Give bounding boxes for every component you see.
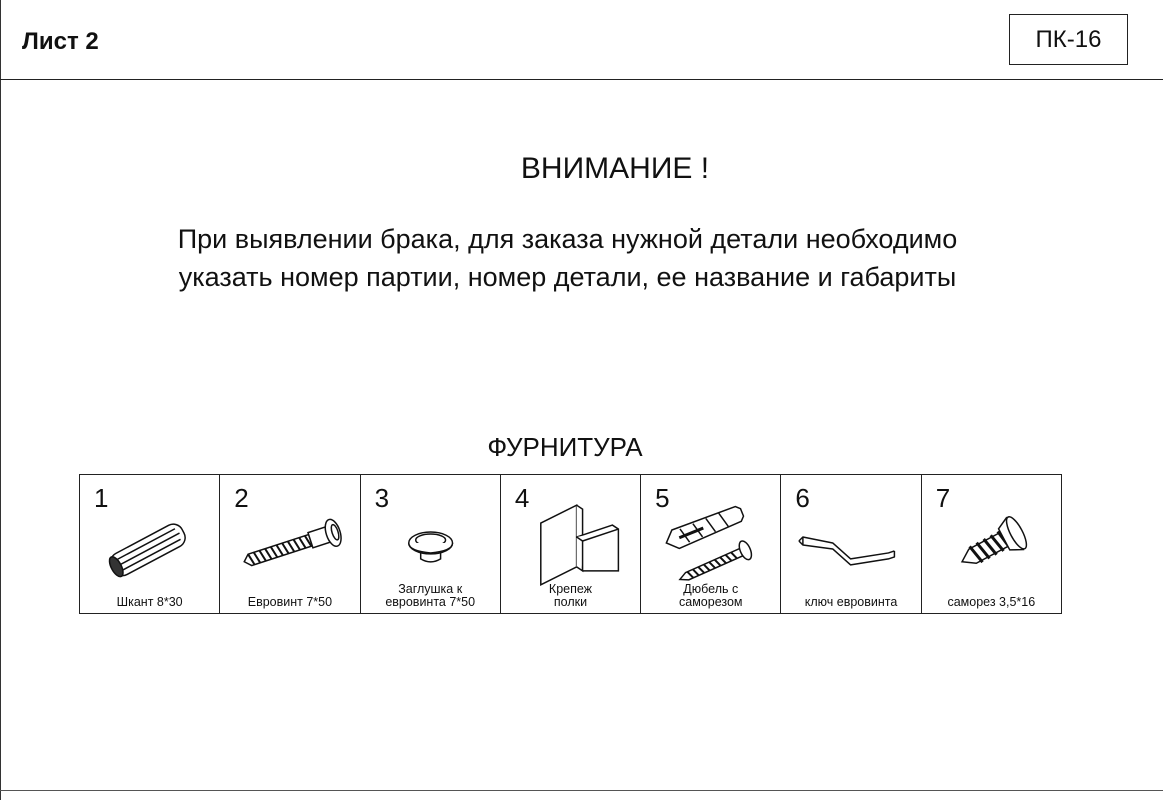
product-code-box xyxy=(1009,14,1128,65)
hex-key-icon xyxy=(781,487,920,597)
hardware-item-number: 3 xyxy=(374,483,390,513)
attention-heading: ВНИМАНИЕ ! xyxy=(520,152,710,185)
defect-notice-line-1: При выявлении брака, для заказа нужной детали необходимо xyxy=(177,224,958,254)
hardware-item-caption: Крепеж полки xyxy=(548,582,593,609)
dowel-icon xyxy=(80,487,219,597)
cap-plug-icon xyxy=(361,487,500,597)
sheet-label: Лист 2 xyxy=(22,28,99,55)
shelf-bracket-icon xyxy=(501,487,640,597)
hardware-item-6 xyxy=(781,475,921,613)
header-bar xyxy=(0,0,1163,80)
hardware-item-4 xyxy=(501,475,641,613)
hardware-item-number: 4 xyxy=(514,483,530,513)
hardware-item-number: 1 xyxy=(94,483,109,513)
hardware-item-2 xyxy=(220,475,360,613)
defect-notice xyxy=(0,220,1135,296)
hardware-item-caption: Евровинт 7*50 xyxy=(247,595,333,609)
hardware-title: ФУРНИТУРА xyxy=(487,432,643,462)
page-frame-left xyxy=(0,0,1,800)
hardware-item-3 xyxy=(361,475,501,613)
wall-plug-screw-icon xyxy=(641,487,780,597)
tapping-screw-icon xyxy=(922,487,1061,597)
hardware-item-caption: Шкант 8*30 xyxy=(116,595,183,609)
hardware-item-caption: саморез 3,5*16 xyxy=(947,595,1036,609)
hardware-item-number: 7 xyxy=(935,483,951,513)
defect-notice-line-2: указать номер партии, номер детали, ее название и габариты xyxy=(178,262,957,292)
product-code: ПК-16 xyxy=(1035,25,1102,53)
hardware-item-caption: Заглушка к евровинта 7*50 xyxy=(385,582,476,609)
hardware-item-caption: Дюбель с саморезом xyxy=(679,582,743,609)
page-frame-bottom xyxy=(0,790,1163,791)
hardware-item-number: 6 xyxy=(795,483,810,513)
hardware-item-number: 2 xyxy=(234,483,249,513)
hardware-item-7 xyxy=(922,475,1061,613)
hardware-item-number: 5 xyxy=(655,483,670,513)
hardware-table xyxy=(79,474,1062,614)
hardware-item-caption: ключ евровинта xyxy=(804,595,898,609)
hardware-item-5 xyxy=(641,475,781,613)
euroscrew-icon xyxy=(220,487,359,597)
hardware-item-1 xyxy=(80,475,220,613)
